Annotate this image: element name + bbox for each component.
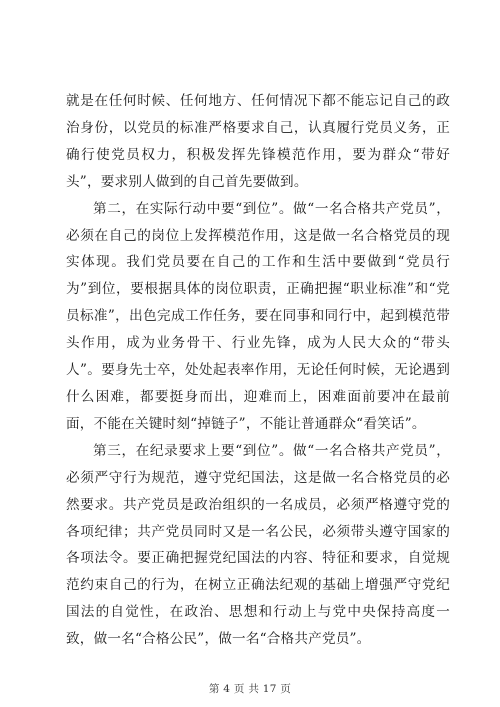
body-paragraph-1: 就是在任何时候、任何地方、任何情况下都不能忘记自己的政治身份，以党员的标准严格要求自己，认真履行党员义务，正确行使党员权力，积极发挥先锋模范作用，要为群众“带好头”，要求别人做到的自己首先要做到。 bbox=[66, 93, 450, 190]
document-body bbox=[66, 88, 450, 653]
body-paragraph-2: 第二，在实际行动中要“到位”。做“一名合格共产党员”，必须在自己的岗位上发挥模范作用，这是做一名合格党员的现实体现。我们党员要在自己的工作和生活中要做到“党员行为”到位，要根据具体的岗位职责，正确把握“职业标准”和“党员标准”，出色完成工作任务，要在同事和同行中，起到模范带头作用，成为业务骨干、行业先锋，成为人民大众的“带头人”。要身先士卒，处处起表率作用，无论任何时候，无论遇到什么困难，都要挺身而出，迎难而上，困难面前要冲在最前面，不能在关键时刻“掉链子”，不能让普通群众“看笑话”。 bbox=[66, 200, 450, 432]
page-footer: 第 4 页 共 17 页 bbox=[208, 683, 292, 695]
body-paragraph-3: 第三，在纪录要求上要“到位”。做“一名合格共产党员”，必须严守行为规范，遵守党纪国法，这是做一名合格党员的必然要求。共产党员是政治组织的一名成员，必须严格遵守党的各项纪律；共产党员同时又是一名公民，必须带头遵守国家的各项法令。要正确把握党纪国法的内容、特征和要求，自觉规范约束自己的行为，在树立正确法纪观的基础上增强严守党纪国法的自觉性，在政治、思想和行动上与党中央保持高度一致，做一名“合格公民”，做一名“合格共产党员”。 bbox=[66, 442, 450, 648]
